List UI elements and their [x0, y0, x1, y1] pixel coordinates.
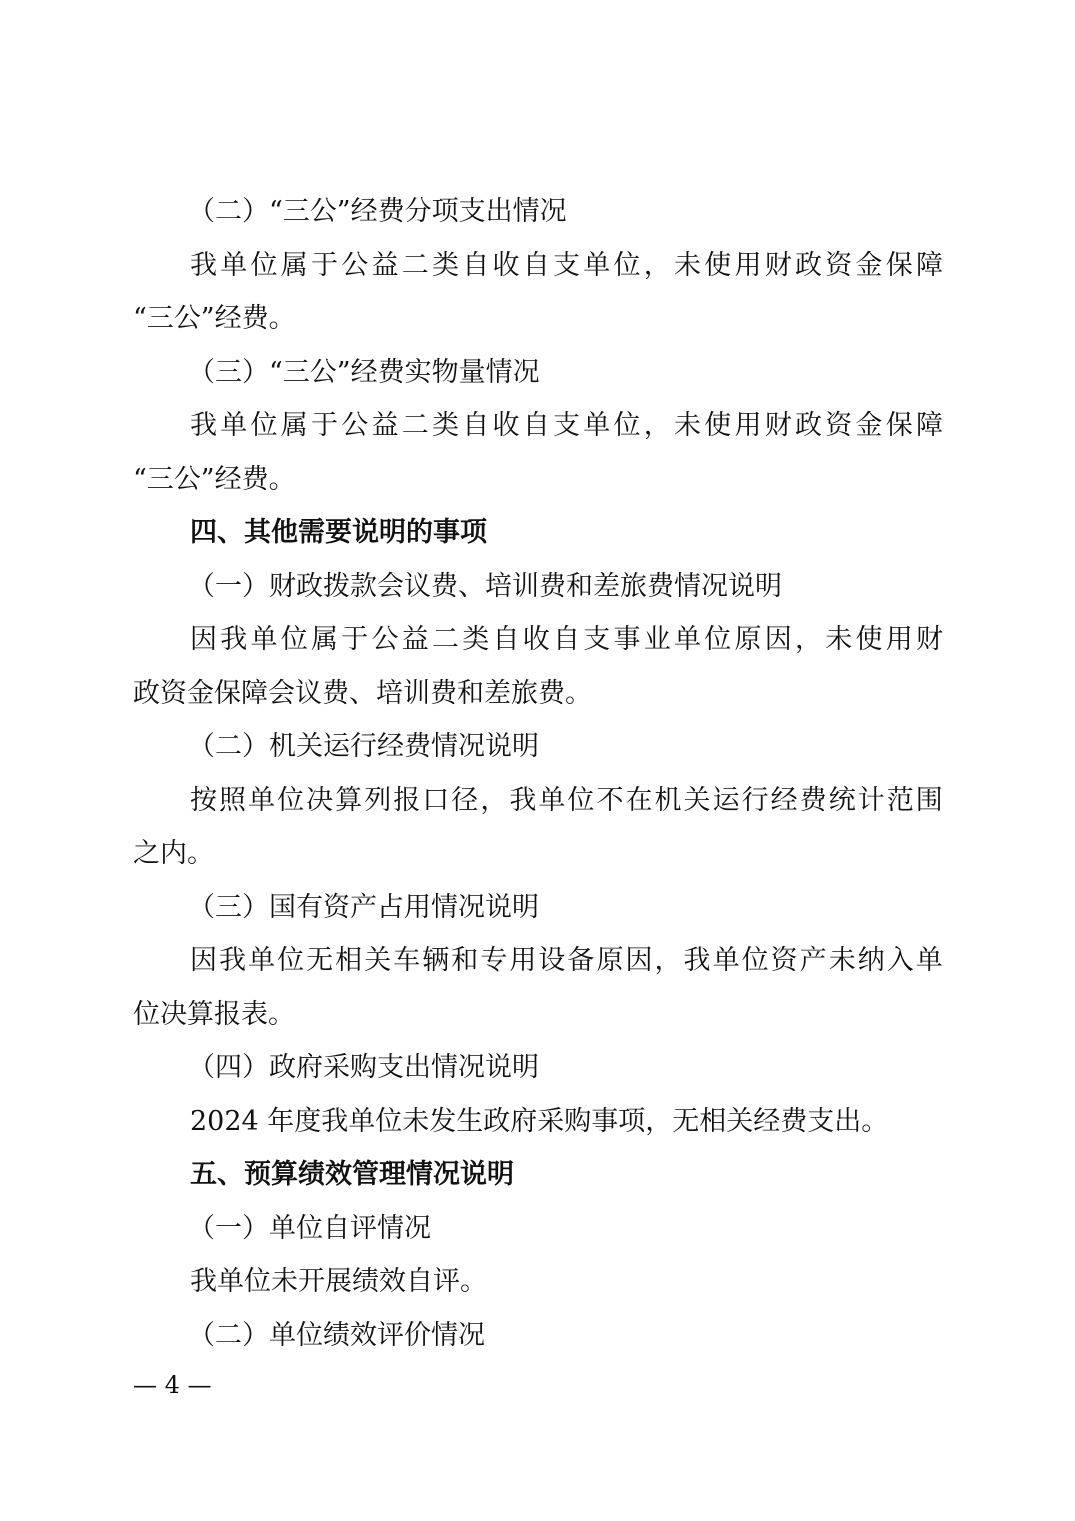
text-glyph: 运: [712, 784, 740, 816]
text-glyph: 位: [567, 784, 595, 816]
text-glyph: 范: [886, 784, 914, 816]
text-glyph: 公: [371, 624, 399, 655]
text-glyph: 我: [190, 410, 217, 441]
text-glyph: 单: [220, 410, 248, 441]
subsection-heading: （三）“三公”经费实物量情况: [188, 356, 540, 388]
text-glyph: 用: [509, 945, 537, 976]
text-glyph: 决: [306, 784, 334, 816]
text-glyph: 按: [190, 784, 217, 816]
text-glyph: 益: [401, 624, 429, 655]
text-glyph: 收: [492, 410, 520, 441]
paragraph-line: [190, 406, 943, 446]
text-glyph: 备: [567, 945, 595, 976]
text-glyph: 财: [764, 249, 792, 281]
text-glyph: 益: [371, 249, 399, 281]
text-glyph: 财: [916, 624, 943, 655]
text-glyph: 障: [916, 249, 943, 281]
text-glyph: 报: [393, 784, 421, 816]
text-glyph: 关: [364, 945, 392, 976]
text-glyph: 于: [311, 410, 338, 441]
paragraph-line: [190, 941, 943, 981]
text-glyph: 单: [250, 624, 278, 655]
text-glyph: 无: [306, 945, 334, 976]
subsection-heading: （三）国有资产占用情况说明: [188, 891, 539, 923]
paragraph-line: “三公”经费。: [133, 463, 296, 495]
page-number: — 4 —: [133, 1371, 212, 1399]
paragraph-line: [190, 781, 943, 821]
subsection-heading: （一）单位自评情况: [188, 1212, 431, 1244]
text-glyph: 我: [219, 945, 247, 976]
text-glyph: 二: [432, 624, 459, 655]
text-glyph: 使: [704, 410, 732, 441]
text-glyph: 位: [613, 249, 641, 281]
text-glyph: 原: [734, 624, 762, 655]
text-glyph: 产: [799, 945, 827, 976]
text-glyph: 于: [341, 624, 369, 655]
text-glyph: 单: [915, 945, 943, 976]
text-glyph: 单: [583, 410, 611, 441]
text-glyph: 机: [654, 784, 682, 816]
text-glyph: ，: [795, 624, 822, 655]
text-glyph: ，: [643, 249, 671, 281]
text-glyph: 障: [916, 410, 943, 441]
text-glyph: 政: [795, 249, 822, 281]
section-heading: 四、其他需要说明的事项: [190, 517, 487, 548]
text-glyph: 围: [915, 784, 943, 816]
text-glyph: 支: [553, 249, 580, 281]
text-glyph: 计: [857, 784, 885, 816]
text-glyph: 单: [712, 945, 740, 976]
text-glyph: 属: [311, 624, 338, 655]
paragraph-line: 政资金保障会议费、培训费和差旅费。: [133, 677, 592, 709]
text-glyph: 设: [538, 945, 566, 976]
text-glyph: 位: [277, 784, 305, 816]
text-glyph: 算: [335, 784, 363, 816]
text-glyph: 收: [492, 249, 520, 281]
text-glyph: 事: [613, 624, 641, 655]
subsection-heading: （四）政府采购支出情况说明: [188, 1052, 539, 1083]
text-glyph: 类: [462, 624, 490, 655]
text-glyph: 未: [825, 624, 853, 655]
text-glyph: 列: [364, 784, 392, 816]
text-glyph: 位: [250, 410, 278, 441]
text-glyph: ，: [643, 410, 671, 441]
text-glyph: 自: [522, 249, 550, 281]
text-glyph: 金: [855, 249, 883, 281]
text-glyph: 我: [190, 249, 217, 281]
text-glyph: 单: [538, 784, 566, 816]
text-glyph: 我: [220, 624, 248, 655]
paragraph-line: “三公”经费。: [133, 303, 296, 334]
text-glyph: ，: [480, 784, 508, 816]
text-glyph: 和: [451, 945, 479, 976]
text-glyph: 位: [280, 624, 308, 655]
text-glyph: 照: [219, 784, 247, 816]
text-glyph: 自: [462, 249, 490, 281]
text-glyph: 纳: [857, 945, 885, 976]
text-glyph: 行: [741, 784, 769, 816]
subsection-heading: （二）“三公”经费分项支出情况: [188, 196, 567, 227]
text-glyph: 类: [432, 410, 459, 441]
text-glyph: 我: [509, 784, 537, 816]
text-glyph: 未: [674, 410, 701, 441]
text-glyph: 二: [401, 410, 429, 441]
text-glyph: 辆: [422, 945, 450, 976]
text-glyph: 入: [886, 945, 914, 976]
subsection-heading: （一）财政拨款会议费、培训费和差旅费情况说明: [188, 570, 782, 602]
text-glyph: 公: [341, 410, 369, 441]
text-glyph: 未: [674, 249, 701, 281]
text-glyph: 单: [220, 249, 248, 281]
text-glyph: 政: [795, 410, 822, 441]
text-glyph: 单: [583, 249, 611, 281]
text-glyph: 经: [770, 784, 798, 816]
text-glyph: 金: [855, 410, 883, 441]
text-glyph: 车: [393, 945, 421, 976]
text-glyph: 单: [248, 784, 276, 816]
text-glyph: 收: [522, 624, 550, 655]
text-glyph: 因: [625, 945, 653, 976]
text-glyph: 自: [462, 410, 490, 441]
paragraph-line: 位决算报表。: [133, 998, 295, 1030]
text-glyph: 我: [683, 945, 711, 976]
text-glyph: 因: [190, 624, 217, 655]
text-glyph: 单: [248, 945, 276, 976]
text-glyph: 费: [799, 784, 827, 816]
text-glyph: 位: [250, 249, 278, 281]
text-glyph: 支: [553, 410, 580, 441]
text-glyph: 保: [885, 410, 913, 441]
text-glyph: 二: [401, 249, 429, 281]
text-glyph: 因: [190, 945, 217, 976]
text-glyph: 专: [480, 945, 508, 976]
text-glyph: 资: [825, 410, 853, 441]
text-glyph: 自: [522, 410, 550, 441]
text-glyph: 使: [704, 249, 732, 281]
text-glyph: 财: [764, 410, 792, 441]
text-glyph: 单: [674, 624, 701, 655]
text-glyph: 用: [734, 249, 762, 281]
text-glyph: 原: [596, 945, 624, 976]
text-glyph: 关: [683, 784, 711, 816]
paragraph-line: 我单位未开展绩效自评。: [190, 1266, 487, 1297]
text-glyph: 公: [341, 249, 369, 281]
section-heading: 五、预算绩效管理情况说明: [190, 1159, 514, 1190]
text-glyph: 位: [704, 624, 732, 655]
text-glyph: 保: [885, 249, 913, 281]
text-glyph: 业: [643, 624, 671, 655]
text-glyph: 益: [371, 410, 399, 441]
text-glyph: 用: [734, 410, 762, 441]
text-glyph: 未: [828, 945, 856, 976]
text-glyph: 位: [613, 410, 641, 441]
text-glyph: 用: [885, 624, 913, 655]
subsection-heading: （二）单位绩效评价情况: [188, 1319, 485, 1351]
subsection-heading: （二）机关运行经费情况说明: [188, 731, 539, 762]
text-glyph: 自: [492, 624, 520, 655]
text-glyph: 类: [432, 249, 459, 281]
text-glyph: 属: [280, 410, 308, 441]
text-glyph: 位: [277, 945, 305, 976]
text-glyph: 支: [583, 624, 611, 655]
text-glyph: 因: [764, 624, 792, 655]
text-glyph: 相: [335, 945, 363, 976]
text-glyph: 位: [741, 945, 769, 976]
text-glyph: 使: [855, 624, 883, 655]
text-glyph: 统: [828, 784, 856, 816]
text-glyph: 不: [596, 784, 624, 816]
text-glyph: 径: [451, 784, 479, 816]
text-glyph: 资: [770, 945, 798, 976]
text-glyph: 在: [625, 784, 653, 816]
paragraph-line: [190, 246, 943, 286]
paragraph-line: 2024 年度我单位未发生政府采购事项，无相关经费支出。: [190, 1105, 889, 1137]
paragraph-line: [190, 620, 943, 660]
paragraph-line: 之内。: [133, 838, 214, 869]
text-glyph: 属: [280, 249, 308, 281]
text-glyph: 于: [311, 249, 338, 281]
text-glyph: 资: [825, 249, 853, 281]
text-glyph: 自: [553, 624, 580, 655]
text-glyph: 口: [422, 784, 450, 816]
text-glyph: ，: [654, 945, 682, 976]
